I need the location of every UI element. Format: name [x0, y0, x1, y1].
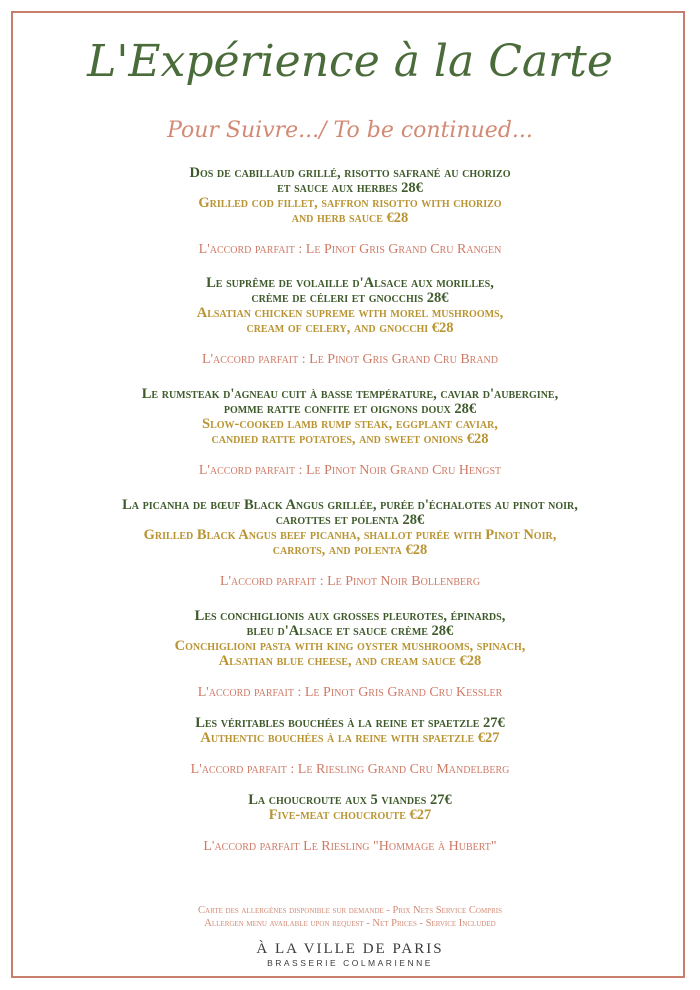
dish-english-line: Authentic bouchées à la reine with spaetzle €27 — [200, 730, 500, 746]
brand-logo — [0, 941, 700, 968]
dish-french-line: et sauce aux herbes 28€ — [277, 180, 423, 196]
dish-item — [30, 387, 670, 478]
wine-pairing: L'accord parfait : Le Pinot Noir Bollenberg — [219, 574, 481, 589]
dish-english-line: Five-meat choucroute €27 — [268, 807, 432, 823]
dish-item — [30, 498, 670, 589]
dish-french-line: carottes et polenta 28€ — [275, 512, 425, 528]
dish-french-line: pomme ratte confite et oignons doux 28€ — [223, 401, 477, 417]
dish-english-line: Slow-cooked lamb rump steak, eggplant caviar, — [202, 416, 498, 432]
dish-item — [30, 609, 670, 700]
wine-pairing: L'accord parfait : Le Pinot Gris Grand Cru Kessler — [197, 685, 503, 700]
dish-item — [30, 793, 670, 854]
dish-english-line: Grilled Black Angus beef picanha, shallot purée with Pinot Noir, — [143, 527, 557, 543]
dish-item — [30, 166, 670, 257]
dish-item — [30, 276, 670, 367]
dish-french-line: crème de céleri et gnocchis 28€ — [251, 290, 449, 306]
dish-english-line: candied ratte potatoes, and sweet onions €28 — [211, 431, 489, 447]
dish-french-line: Les véritables bouchées à la reine et spaetzle 27€ — [195, 715, 505, 731]
dish-english-line: Alsatian chicken supreme with morel mushrooms, — [196, 305, 504, 321]
menu-title: L'Expérience à la Carte — [87, 36, 613, 87]
dish-english-line: Conchiglioni pasta with king oyster mushrooms, spinach, — [174, 638, 526, 654]
brand-tagline: BRASSERIE COLMARIENNE — [267, 958, 433, 968]
wine-pairing: L'accord parfait Le Riesling "Hommage à Hubert" — [203, 839, 497, 854]
dish-french-line: Le suprême de volaille d'Alsace aux morilles, — [206, 275, 494, 291]
allergen-notice-french: Carte des allergènes disponible sur demande - Prix Nets Service Compris — [198, 905, 502, 916]
dish-french-line: La choucroute aux 5 viandes 27€ — [248, 792, 452, 808]
wine-pairing: L'accord parfait : Le Pinot Gris Grand Cru Brand — [201, 352, 498, 367]
dish-english-line: Grilled cod fillet, saffron risotto with chorizo — [198, 195, 502, 211]
brand-name: À LA VILLE DE PARIS — [256, 941, 444, 957]
menu-subtitle: Pour Suivre.../ To be continued... — [167, 118, 533, 143]
dish-item — [30, 716, 670, 777]
dish-french-line: Le rumsteak d'agneau cuit à basse température, caviar d'aubergine, — [141, 386, 559, 402]
dish-french-line: La picanha de bœuf Black Angus grillée, purée d'échalotes au pinot noir, — [122, 497, 578, 513]
allergen-notice-english: Allergen menu available upon request - Net Prices - Service Included — [204, 918, 496, 929]
dish-french-line: Les conchiglionis aux grosses pleurotes, épinards, — [194, 608, 506, 624]
wine-pairing: L'accord parfait : Le Riesling Grand Cru Mandelberg — [190, 762, 510, 777]
wine-pairing: L'accord parfait : Le Pinot Gris Grand Cru Rangen — [198, 242, 502, 257]
dish-english-line: carrots, and polenta €28 — [272, 542, 428, 558]
dish-french-line: Dos de cabillaud grillé, risotto safrané au chorizo — [189, 165, 511, 181]
dish-french-line: bleu d'Alsace et sauce crème 28€ — [246, 623, 454, 639]
dish-english-line: and herb sauce €28 — [291, 210, 409, 226]
allergen-notice — [0, 904, 700, 930]
dish-english-line: cream of celery, and gnocchi €28 — [246, 320, 454, 336]
wine-pairing: L'accord parfait : Le Pinot Noir Grand Cru Hengst — [198, 463, 502, 478]
dish-english-line: Alsatian blue cheese, and cream sauce €28 — [218, 653, 482, 669]
